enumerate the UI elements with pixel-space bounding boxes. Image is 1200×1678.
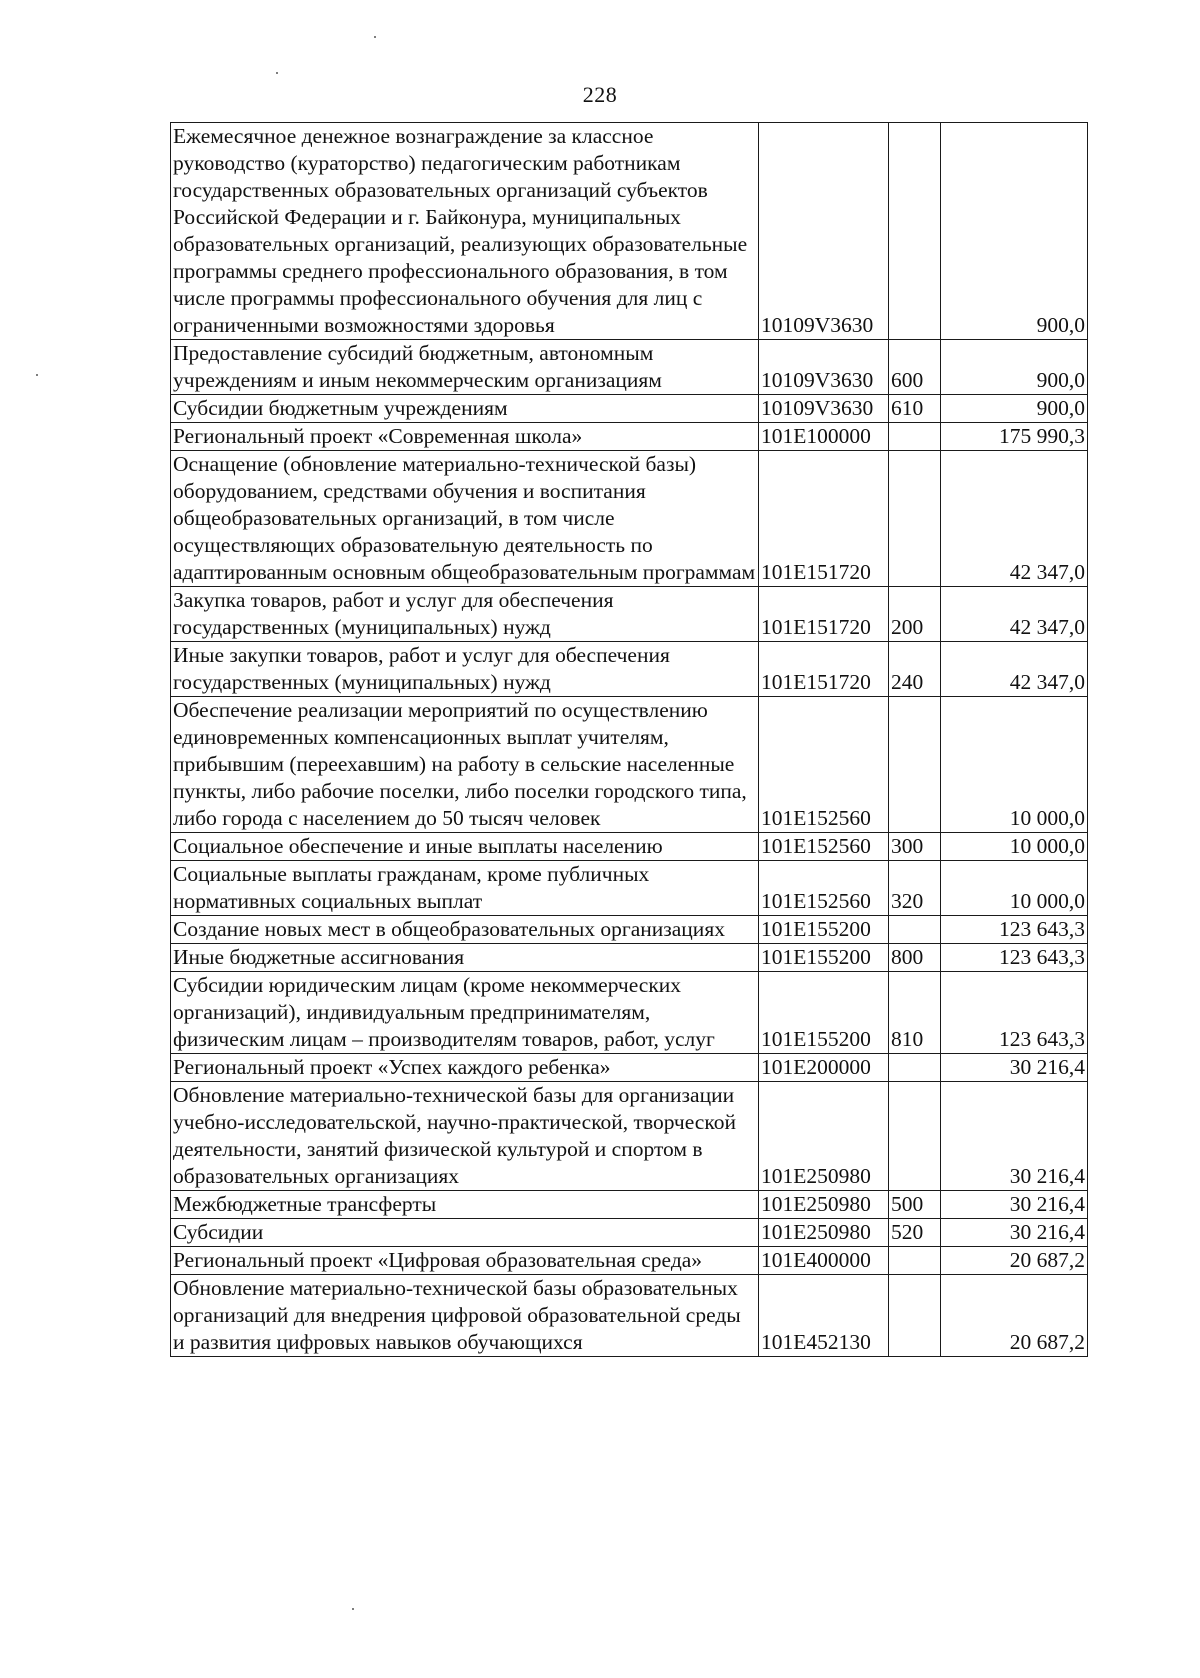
table-row bbox=[171, 1219, 1088, 1247]
row-expense-type: 240 bbox=[889, 642, 941, 697]
table-row bbox=[171, 1082, 1088, 1191]
row-name: Обновление материально-технической базы для организации учебно-исследовательской, научно-практической, творческой деятельности, занятий физической культурой и спортом в образовательных организациях bbox=[171, 1082, 759, 1191]
row-code: 101E151720 bbox=[759, 642, 889, 697]
row-expense-type bbox=[889, 1054, 941, 1082]
table-row bbox=[171, 587, 1088, 642]
row-name: Иные закупки товаров, работ и услуг для обеспечения государственных (муниципальных) нужд bbox=[171, 642, 759, 697]
row-expense-type bbox=[889, 1082, 941, 1191]
row-sum: 900,0 bbox=[941, 395, 1088, 423]
row-sum: 20 687,2 bbox=[941, 1275, 1088, 1357]
scan-speck bbox=[36, 374, 38, 376]
row-code: 101E155200 bbox=[759, 944, 889, 972]
table-row bbox=[171, 395, 1088, 423]
row-expense-type bbox=[889, 697, 941, 833]
table-row bbox=[171, 123, 1088, 340]
row-expense-type: 520 bbox=[889, 1219, 941, 1247]
table-row bbox=[171, 944, 1088, 972]
row-name: Региональный проект «Успех каждого ребенка» bbox=[171, 1054, 759, 1082]
row-expense-type bbox=[889, 1275, 941, 1357]
row-code: 101E250980 bbox=[759, 1082, 889, 1191]
row-code: 101E400000 bbox=[759, 1247, 889, 1275]
row-name: Субсидии юридическим лицам (кроме некоммерческих организаций), индивидуальным предпринимателям, физическим лицам – производителям товаров, работ, услуг bbox=[171, 972, 759, 1054]
row-code: 10109V3630 bbox=[759, 123, 889, 340]
row-code: 101E452130 bbox=[759, 1275, 889, 1357]
table-row bbox=[171, 423, 1088, 451]
row-code: 101E151720 bbox=[759, 587, 889, 642]
row-code: 101E100000 bbox=[759, 423, 889, 451]
row-name: Субсидии бюджетным учреждениям bbox=[171, 395, 759, 423]
row-expense-type: 300 bbox=[889, 833, 941, 861]
row-expense-type: 500 bbox=[889, 1191, 941, 1219]
table-row bbox=[171, 833, 1088, 861]
row-expense-type bbox=[889, 423, 941, 451]
table-row bbox=[171, 1247, 1088, 1275]
row-name: Межбюджетные трансферты bbox=[171, 1191, 759, 1219]
row-name: Иные бюджетные ассигнования bbox=[171, 944, 759, 972]
row-expense-type: 600 bbox=[889, 340, 941, 395]
row-code: 10109V3630 bbox=[759, 340, 889, 395]
row-name: Оснащение (обновление материально-технической базы) оборудованием, средствами обучения и воспитания общеобразовательных организаций, в том числе осуществляющих образовательную деятельность по адаптированным основным общеобразовательным программам bbox=[171, 451, 759, 587]
budget-table bbox=[170, 122, 1088, 1357]
row-sum: 42 347,0 bbox=[941, 451, 1088, 587]
row-sum: 10 000,0 bbox=[941, 697, 1088, 833]
row-expense-type bbox=[889, 916, 941, 944]
row-code: 101E155200 bbox=[759, 972, 889, 1054]
row-expense-type bbox=[889, 451, 941, 587]
table-row bbox=[171, 642, 1088, 697]
table-row bbox=[171, 861, 1088, 916]
row-name: Региональный проект «Современная школа» bbox=[171, 423, 759, 451]
row-expense-type: 810 bbox=[889, 972, 941, 1054]
row-sum: 30 216,4 bbox=[941, 1219, 1088, 1247]
row-sum: 42 347,0 bbox=[941, 642, 1088, 697]
row-sum: 30 216,4 bbox=[941, 1191, 1088, 1219]
table-row bbox=[171, 697, 1088, 833]
row-name: Ежемесячное денежное вознаграждение за классное руководство (кураторство) педагогическим работникам государственных образовательных организаций субъектов Российской Федерации и г. Байконура, муниципальных образовательных организаций, реализующих образовательные программы среднего профессионального образования, в том числе программы профессионального обучения для лиц с ограниченными возможностями здоровья bbox=[171, 123, 759, 340]
row-code: 101E250980 bbox=[759, 1191, 889, 1219]
table-row bbox=[171, 1275, 1088, 1357]
row-sum: 900,0 bbox=[941, 340, 1088, 395]
row-sum: 42 347,0 bbox=[941, 587, 1088, 642]
row-code: 101E152560 bbox=[759, 697, 889, 833]
row-code: 101E250980 bbox=[759, 1219, 889, 1247]
row-expense-type: 200 bbox=[889, 587, 941, 642]
row-code: 101E152560 bbox=[759, 861, 889, 916]
row-expense-type: 610 bbox=[889, 395, 941, 423]
row-name: Социальные выплаты гражданам, кроме публичных нормативных социальных выплат bbox=[171, 861, 759, 916]
table-row bbox=[171, 1191, 1088, 1219]
row-name: Создание новых мест в общеобразовательных организациях bbox=[171, 916, 759, 944]
row-sum: 30 216,4 bbox=[941, 1082, 1088, 1191]
row-expense-type: 320 bbox=[889, 861, 941, 916]
row-sum: 123 643,3 bbox=[941, 944, 1088, 972]
row-code: 101E152560 bbox=[759, 833, 889, 861]
scan-speck bbox=[276, 72, 278, 74]
row-sum: 123 643,3 bbox=[941, 916, 1088, 944]
row-code: 10109V3630 bbox=[759, 395, 889, 423]
row-sum: 20 687,2 bbox=[941, 1247, 1088, 1275]
row-expense-type bbox=[889, 1247, 941, 1275]
row-sum: 175 990,3 bbox=[941, 423, 1088, 451]
row-name: Социальное обеспечение и иные выплаты населению bbox=[171, 833, 759, 861]
table-row bbox=[171, 340, 1088, 395]
row-name: Обеспечение реализации мероприятий по осуществлению единовременных компенсационных выплат учителям, прибывшим (переехавшим) на работу в сельские населенные пункты, либо рабочие поселки, либо поселки городского типа, либо города с населением до 50 тысяч человек bbox=[171, 697, 759, 833]
row-name: Субсидии bbox=[171, 1219, 759, 1247]
table-row bbox=[171, 916, 1088, 944]
row-sum: 10 000,0 bbox=[941, 833, 1088, 861]
page-number: 228 bbox=[582, 82, 618, 107]
table-row bbox=[171, 1054, 1088, 1082]
row-name: Закупка товаров, работ и услуг для обеспечения государственных (муниципальных) нужд bbox=[171, 587, 759, 642]
row-sum: 123 643,3 bbox=[941, 972, 1088, 1054]
row-sum: 10 000,0 bbox=[941, 861, 1088, 916]
row-sum: 30 216,4 bbox=[941, 1054, 1088, 1082]
row-code: 101E155200 bbox=[759, 916, 889, 944]
row-expense-type: 800 bbox=[889, 944, 941, 972]
row-expense-type bbox=[889, 123, 941, 340]
row-name: Обновление материально-технической базы образовательных организаций для внедрения цифровой образовательной среды и развития цифровых навыков обучающихся bbox=[171, 1275, 759, 1357]
scan-speck bbox=[374, 36, 376, 38]
row-name: Региональный проект «Цифровая образовательная среда» bbox=[171, 1247, 759, 1275]
row-code: 101E200000 bbox=[759, 1054, 889, 1082]
row-name: Предоставление субсидий бюджетным, автономным учреждениям и иным некоммерческим организациям bbox=[171, 340, 759, 395]
table-row bbox=[171, 972, 1088, 1054]
row-code: 101E151720 bbox=[759, 451, 889, 587]
scan-speck bbox=[352, 1608, 354, 1610]
table-row bbox=[171, 451, 1088, 587]
row-sum: 900,0 bbox=[941, 123, 1088, 340]
